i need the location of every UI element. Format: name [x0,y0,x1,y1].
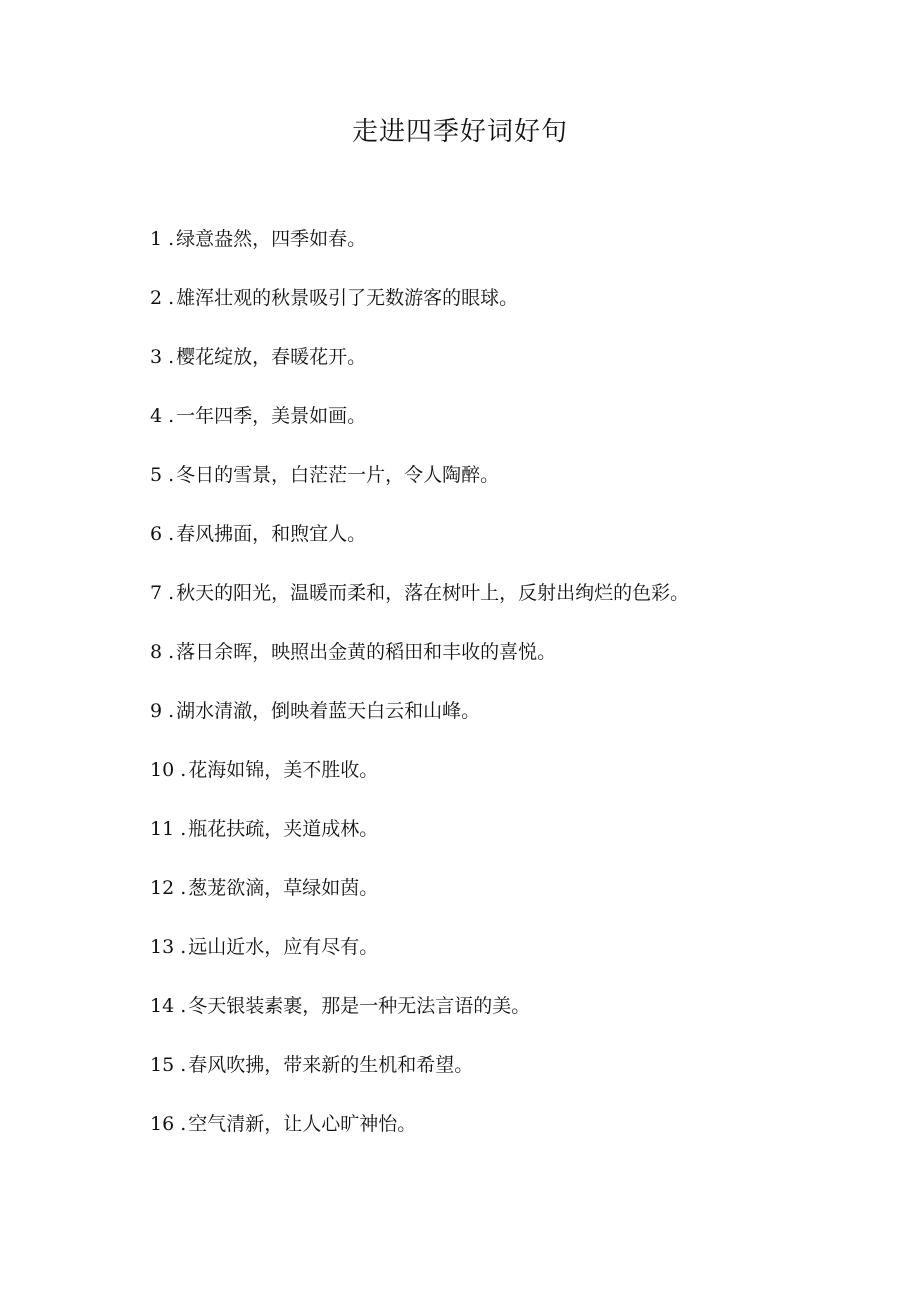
list-item [150,1110,689,1169]
item-separator: . [180,818,187,840]
list-item [150,992,689,1051]
list-item [150,225,689,284]
item-text: 樱花绽放，春暖花开。 [176,346,367,368]
item-separator: . [168,641,175,663]
phrase-list [150,225,689,1169]
item-number: 6 [150,523,163,545]
item-number: 2 [150,287,163,309]
item-number: 14 [150,995,175,1017]
item-separator: . [180,1113,187,1135]
item-text: 葱茏欲滴，草绿如茵。 [188,877,379,899]
list-item [150,815,689,874]
item-number: 9 [150,700,163,722]
list-item [150,933,689,992]
item-text: 远山近水，应有尽有。 [188,936,379,958]
item-text: 落日余晖，映照出金黄的稻田和丰收的喜悦。 [176,641,557,663]
item-text: 绿意盎然，四季如春。 [176,228,367,250]
page-title: 走进四季好词好句 [351,117,568,147]
item-separator: . [168,346,175,368]
list-item [150,638,689,697]
list-item [150,756,689,815]
item-separator: . [168,405,175,427]
item-number: 3 [150,346,163,368]
list-item [150,579,689,638]
item-separator: . [168,700,175,722]
item-text: 雄浑壮观的秋景吸引了无数游客的眼球。 [176,287,519,309]
item-number: 12 [150,877,175,899]
item-separator: . [180,877,187,899]
item-text: 湖水清澈，倒映着蓝天白云和山峰。 [176,700,481,722]
item-number: 16 [150,1113,175,1135]
item-separator: . [168,464,175,486]
list-item [150,284,689,343]
item-number: 11 [150,818,175,840]
item-text: 春风拂面，和煦宜人。 [176,523,367,545]
item-number: 1 [150,228,163,250]
item-text: 春风吹拂，带来新的生机和希望。 [188,1054,474,1076]
item-number: 15 [150,1054,175,1076]
item-number: 4 [150,405,163,427]
item-text: 冬天银装素裹，那是一种无法言语的美。 [188,995,531,1017]
list-item [150,1051,689,1110]
item-separator: . [180,936,187,958]
item-text: 冬日的雪景，白茫茫一片，令人陶醉。 [176,464,500,486]
item-separator: . [180,759,187,781]
item-number: 10 [150,759,175,781]
item-text: 一年四季，美景如画。 [176,405,367,427]
item-text: 空气清新，让人心旷神怡。 [188,1113,417,1135]
item-separator: . [168,287,175,309]
item-number: 13 [150,936,175,958]
item-separator: . [180,995,187,1017]
list-item [150,697,689,756]
item-text: 花海如锦，美不胜收。 [188,759,379,781]
item-number: 7 [150,582,163,604]
item-number: 8 [150,641,163,663]
item-text: 瓶花扶疏，夹道成林。 [188,818,379,840]
item-separator: . [168,582,175,604]
list-item [150,520,689,579]
list-item [150,343,689,402]
list-item [150,461,689,520]
item-text: 秋天的阳光，温暖而柔和，落在树叶上，反射出绚烂的色彩。 [176,582,690,604]
item-separator: . [180,1054,187,1076]
item-separator: . [168,523,175,545]
list-item [150,402,689,461]
item-separator: . [168,228,175,250]
list-item [150,874,689,933]
item-number: 5 [150,464,163,486]
